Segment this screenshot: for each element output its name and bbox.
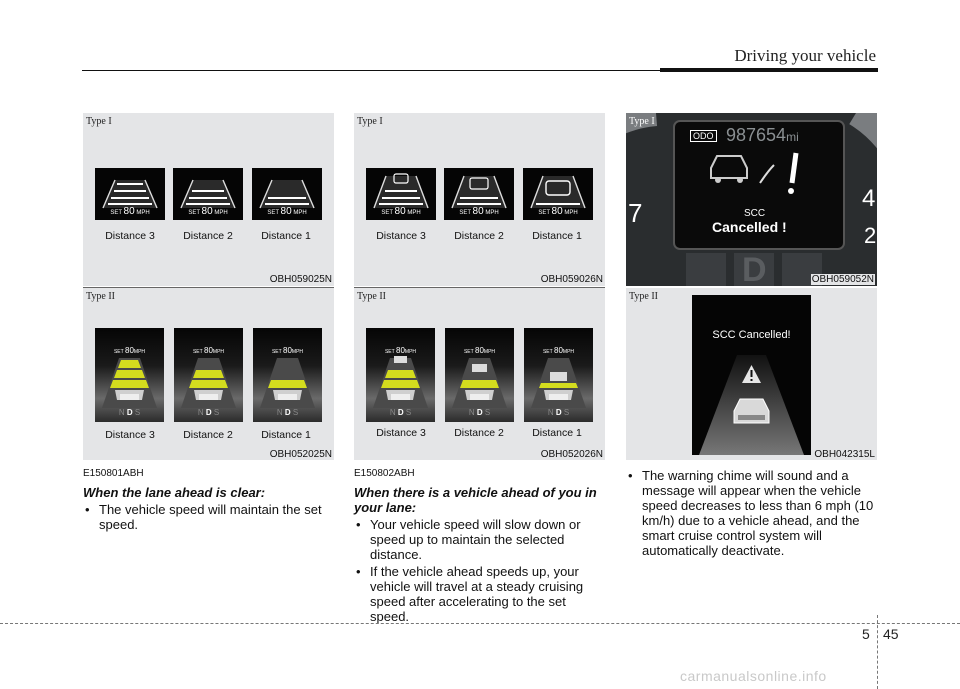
figure-panel-middle-type1: [354, 113, 605, 286]
header-rule: [82, 70, 664, 71]
footer-rule: [0, 623, 960, 624]
figure-panel-middle-type2: [354, 288, 605, 460]
type-label: Type II: [86, 291, 116, 302]
set-speed-readout: SET 80 MPH: [267, 206, 307, 217]
figure-code: OBH059026N: [540, 274, 603, 285]
bullet-icon: •: [628, 468, 633, 483]
gear-indicator: N D S: [547, 408, 570, 417]
distance-label: Distance 1: [261, 429, 311, 441]
distance-label: Distance 2: [183, 230, 233, 242]
set-speed-readout: SET 80 MPH: [188, 206, 228, 217]
scc-cancelled-display: [692, 295, 811, 455]
scc-cancelled-message: SCC Cancelled!: [712, 329, 791, 341]
bullet-item: • If the vehicle ahead speeds up, your vehicle will travel at a steady cruising speed after accelerating to the set speed.: [356, 564, 584, 624]
set-speed-readout: SET 80MPH: [192, 346, 225, 355]
gear-indicator: N D S: [197, 408, 220, 417]
gauge-number: 7: [628, 198, 643, 228]
gauge-number: 2: [864, 223, 877, 248]
figure-panel-left-type2: [83, 288, 334, 460]
type-label: Type II: [357, 291, 387, 302]
set-speed-readout: SET 80 MPH: [381, 206, 421, 217]
distance-label: Distance 2: [183, 429, 233, 441]
distance-label: Distance 3: [376, 230, 426, 242]
set-speed-readout: SET 80MPH: [113, 346, 146, 355]
set-speed-readout: SET 80MPH: [463, 346, 496, 355]
distance-label: Distance 3: [105, 230, 155, 242]
figure-code: OBH059052N: [811, 274, 874, 285]
odometer-value: 987654mi: [726, 125, 799, 145]
figure-code: OBH052026N: [540, 449, 603, 460]
distance-label: Distance 2: [454, 230, 504, 242]
figure-panel-right-type2: [626, 288, 877, 460]
bullet-icon: •: [356, 517, 361, 532]
type-label: Type I: [86, 116, 112, 127]
gear-indicator: N D S: [276, 408, 299, 417]
type-label: Type II: [629, 291, 659, 302]
distance-label: Distance 3: [376, 427, 426, 439]
distance-label: Distance 2: [454, 427, 504, 439]
distance-label: Distance 1: [532, 230, 582, 242]
section-heading: When there is a vehicle ahead of you in your lane:: [354, 485, 597, 515]
set-speed-readout: SET 80 MPH: [110, 206, 150, 217]
set-speed-readout: SET 80 MPH: [538, 206, 578, 217]
page-section: 5: [862, 626, 870, 642]
bullet-icon: •: [85, 502, 90, 517]
gear-indicator: D: [742, 251, 767, 286]
figure-code: OBH059025N: [269, 274, 332, 285]
bullet-icon: •: [356, 564, 361, 579]
gear-indicator: N D S: [468, 408, 491, 417]
set-speed-readout: SET 80 MPH: [459, 206, 499, 217]
type-label: Type I: [357, 116, 383, 127]
distance-label: Distance 3: [105, 429, 155, 441]
figure-panel-right-type1: [626, 113, 877, 286]
set-speed-readout: SET 80MPH: [271, 346, 304, 355]
cancelled-message: Cancelled !: [712, 219, 787, 235]
section-heading: When the lane ahead is clear:: [83, 485, 266, 500]
figure-code: OBH052025N: [269, 449, 332, 460]
bullet-item: • The warning chime will sound and a message will appear when the vehicle speed decreases to less than 6 mph (10 km/h) due to a vehicle ahead, and the smart cruise control system will automatically deactivate.: [628, 468, 874, 558]
set-speed-readout: SET 80MPH: [384, 346, 417, 355]
figure-panel-left-type1: [83, 113, 334, 286]
header-rule-thick: [660, 68, 878, 72]
footer-divider: [877, 615, 878, 689]
set-speed-readout: SET 80MPH: [542, 346, 575, 355]
distance-label: Distance 1: [532, 427, 582, 439]
page-number: 45: [883, 626, 899, 642]
gear-indicator: N D S: [118, 408, 141, 417]
odometer-label: ODO: [690, 130, 717, 142]
gear-indicator: N D S: [389, 408, 412, 417]
distance-label: Distance 1: [261, 230, 311, 242]
bullet-item: • Your vehicle speed will slow down or speed up to maintain the selected distance.: [356, 517, 581, 562]
bullet-item: • The vehicle speed will maintain the set speed.: [85, 502, 322, 532]
scc-label: SCC: [744, 208, 766, 219]
section-code: E150801ABH: [83, 468, 144, 479]
section-title: Driving your vehicle: [734, 46, 876, 65]
watermark: carmanualsonline.info: [680, 668, 827, 684]
type-label: Type I: [629, 116, 655, 127]
gauge-number: 4: [862, 185, 876, 212]
section-code: E150802ABH: [354, 468, 415, 479]
figure-code: OBH042315L: [814, 449, 875, 460]
